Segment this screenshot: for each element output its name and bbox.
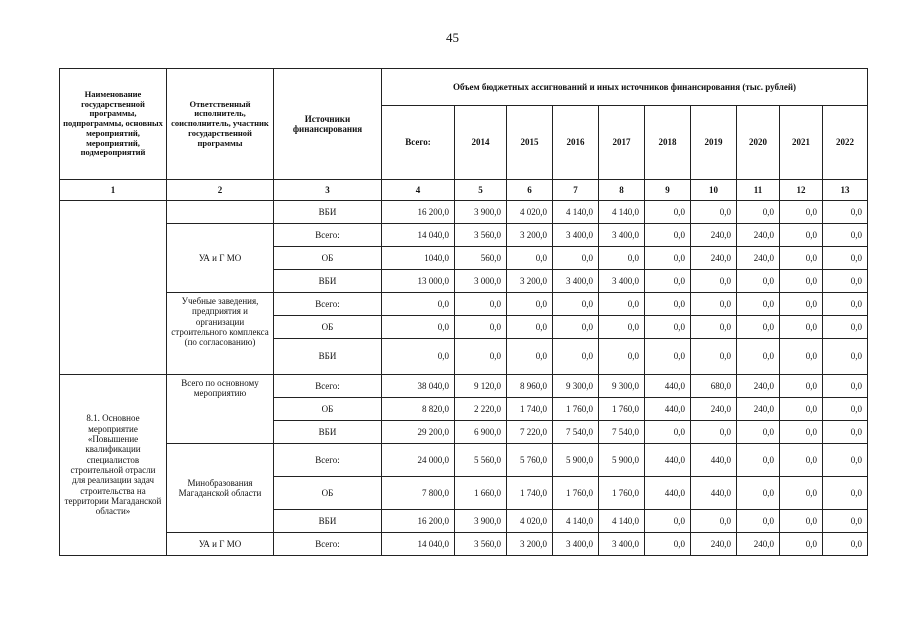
value-cell: 560,0 [455,247,507,270]
value-cell: 0,0 [455,316,507,339]
value-cell: 8 960,0 [507,375,553,398]
source-cell: Всего: [274,293,382,316]
column-number: 5 [455,180,507,201]
source-cell: Всего: [274,375,382,398]
source-cell: Всего: [274,533,382,556]
value-cell: 0,0 [780,224,823,247]
value-cell: 440,0 [645,444,691,477]
value-cell: 240,0 [737,398,780,421]
value-cell: 1 760,0 [553,398,599,421]
value-cell: 3 400,0 [553,270,599,293]
value-cell: 0,0 [737,421,780,444]
name-cell-empty [60,201,167,375]
value-cell: 440,0 [645,375,691,398]
value-cell: 7 540,0 [553,421,599,444]
value-cell: 0,0 [823,224,868,247]
value-cell: 3 200,0 [507,270,553,293]
header-year: 2016 [553,106,599,180]
column-number: 3 [274,180,382,201]
header-year: 2019 [691,106,737,180]
value-cell: 0,0 [382,339,455,375]
value-cell: 7 220,0 [507,421,553,444]
header-year: 2017 [599,106,645,180]
header-year: 2014 [455,106,507,180]
table-row [60,224,868,247]
value-cell: 0,0 [507,339,553,375]
column-number: 11 [737,180,780,201]
value-cell: 0,0 [645,201,691,224]
table-row [60,293,868,316]
value-cell: 0,0 [599,316,645,339]
value-cell: 9 300,0 [553,375,599,398]
value-cell: 16 200,0 [382,510,455,533]
source-cell: ВБИ [274,421,382,444]
value-cell: 0,0 [645,293,691,316]
value-cell: 0,0 [737,316,780,339]
value-cell: 5 900,0 [553,444,599,477]
value-cell: 0,0 [823,270,868,293]
value-cell: 0,0 [691,316,737,339]
value-cell: 24 000,0 [382,444,455,477]
value-cell: 4 020,0 [507,201,553,224]
value-cell: 0,0 [737,510,780,533]
value-cell: 440,0 [645,398,691,421]
column-number: 8 [599,180,645,201]
column-number: 9 [645,180,691,201]
header-year: 2021 [780,106,823,180]
value-cell: 0,0 [780,444,823,477]
value-cell: 6 900,0 [455,421,507,444]
value-cell: 0,0 [645,533,691,556]
value-cell: 0,0 [823,477,868,510]
value-cell: 0,0 [553,339,599,375]
column-number: 4 [382,180,455,201]
value-cell: 0,0 [780,339,823,375]
value-cell: 0,0 [507,293,553,316]
value-cell: 0,0 [823,421,868,444]
value-cell: 0,0 [691,201,737,224]
source-cell: ВБИ [274,339,382,375]
header-total: Всего: [382,106,455,180]
header-year: 2020 [737,106,780,180]
value-cell: 0,0 [737,444,780,477]
value-cell: 0,0 [823,316,868,339]
header-name: Наименование государственной программы, подпрограммы, основных мероприятий, мероприятий, подмероприятий [60,69,167,180]
column-number: 7 [553,180,599,201]
column-number: 13 [823,180,868,201]
column-number: 2 [167,180,274,201]
value-cell: 2 220,0 [455,398,507,421]
value-cell: 240,0 [691,247,737,270]
value-cell: 0,0 [455,339,507,375]
value-cell: 0,0 [691,270,737,293]
table-row [60,375,868,398]
value-cell: 0,0 [599,247,645,270]
value-cell: 3 400,0 [599,224,645,247]
header-year: 2022 [823,106,868,180]
column-number: 10 [691,180,737,201]
value-cell: 0,0 [823,201,868,224]
value-cell: 0,0 [780,398,823,421]
value-cell: 0,0 [823,444,868,477]
value-cell: 3 200,0 [507,533,553,556]
value-cell: 3 560,0 [455,533,507,556]
value-cell: 240,0 [691,533,737,556]
value-cell: 0,0 [823,293,868,316]
value-cell: 5 560,0 [455,444,507,477]
value-cell: 3 900,0 [455,201,507,224]
value-cell: 0,0 [382,316,455,339]
value-cell: 0,0 [691,293,737,316]
column-number: 1 [60,180,167,201]
value-cell: 1 760,0 [553,477,599,510]
executor-minobr: Минобразования Магаданской области [167,444,274,533]
value-cell: 0,0 [645,270,691,293]
value-cell: 5 900,0 [599,444,645,477]
value-cell: 0,0 [691,510,737,533]
value-cell: 0,0 [553,247,599,270]
value-cell: 0,0 [780,421,823,444]
header-year: 2015 [507,106,553,180]
value-cell: 0,0 [455,293,507,316]
value-cell: 0,0 [645,421,691,444]
value-cell: 4 140,0 [599,201,645,224]
value-cell: 0,0 [823,247,868,270]
value-cell: 680,0 [691,375,737,398]
value-cell: 0,0 [645,247,691,270]
value-cell: 3 400,0 [599,270,645,293]
measure-name: 8.1. Основное мероприятие «Повышение квалификации специалистов строительной отрасли для реализации задач строительства на территории Магаданской области» [60,375,167,556]
value-cell: 13 000,0 [382,270,455,293]
value-cell: 440,0 [691,477,737,510]
column-number: 6 [507,180,553,201]
source-cell: ОБ [274,247,382,270]
source-cell: ОБ [274,398,382,421]
column-number: 12 [780,180,823,201]
source-cell: ВБИ [274,201,382,224]
value-cell: 0,0 [823,398,868,421]
page-number: 45 [446,30,459,45]
value-cell: 0,0 [691,339,737,375]
value-cell: 0,0 [645,224,691,247]
executor-ua-bottom: УА и Г МО [167,533,274,556]
value-cell: 1 660,0 [455,477,507,510]
source-cell: ВБИ [274,270,382,293]
table-row [60,533,868,556]
value-cell: 16 200,0 [382,201,455,224]
value-cell: 0,0 [691,421,737,444]
value-cell: 9 300,0 [599,375,645,398]
executor-cell-empty [167,201,274,224]
value-cell: 0,0 [780,477,823,510]
value-cell: 5 760,0 [507,444,553,477]
value-cell: 0,0 [780,247,823,270]
value-cell: 0,0 [737,477,780,510]
value-cell: 0,0 [382,293,455,316]
value-cell: 4 140,0 [553,510,599,533]
value-cell: 8 820,0 [382,398,455,421]
value-cell: 0,0 [780,293,823,316]
executor-schools: Учебные заведения, предприятия и организации строительного комплекса (по согласованию) [167,293,274,375]
value-cell: 0,0 [780,316,823,339]
value-cell: 14 040,0 [382,533,455,556]
value-cell: 3 200,0 [507,224,553,247]
value-cell: 0,0 [823,533,868,556]
value-cell: 0,0 [737,339,780,375]
table-row [60,201,868,224]
column-number-row [60,180,868,201]
financing-table [59,68,868,556]
value-cell: 0,0 [553,293,599,316]
value-cell: 0,0 [599,339,645,375]
value-cell: 0,0 [645,316,691,339]
value-cell: 0,0 [780,510,823,533]
value-cell: 4 020,0 [507,510,553,533]
value-cell: 0,0 [507,316,553,339]
source-cell: ОБ [274,316,382,339]
value-cell: 0,0 [823,339,868,375]
value-cell: 3 900,0 [455,510,507,533]
source-cell: Всего: [274,444,382,477]
value-cell: 3 400,0 [553,533,599,556]
value-cell: 440,0 [645,477,691,510]
value-cell: 3 000,0 [455,270,507,293]
value-cell: 3 400,0 [599,533,645,556]
value-cell: 14 040,0 [382,224,455,247]
value-cell: 440,0 [691,444,737,477]
source-cell: Всего: [274,224,382,247]
value-cell: 4 140,0 [553,201,599,224]
value-cell: 240,0 [737,375,780,398]
value-cell: 0,0 [737,293,780,316]
value-cell: 240,0 [737,247,780,270]
value-cell: 7 800,0 [382,477,455,510]
value-cell: 0,0 [823,510,868,533]
value-cell: 240,0 [691,398,737,421]
source-cell: ВБИ [274,510,382,533]
value-cell: 0,0 [737,270,780,293]
value-cell: 0,0 [780,201,823,224]
value-cell: 3 560,0 [455,224,507,247]
header-source: Источники финансирования [274,69,382,180]
value-cell: 1 760,0 [599,477,645,510]
executor-ua-top: УА и Г МО [167,224,274,293]
value-cell: 29 200,0 [382,421,455,444]
value-cell: 0,0 [553,316,599,339]
value-cell: 9 120,0 [455,375,507,398]
header-volume: Объем бюджетных ассигнований и иных источников финансирования (тыс. рублей) [382,69,868,106]
table-row [60,444,868,477]
value-cell: 0,0 [737,201,780,224]
value-cell: 0,0 [645,339,691,375]
value-cell: 4 140,0 [599,510,645,533]
source-cell: ОБ [274,477,382,510]
value-cell: 3 400,0 [553,224,599,247]
value-cell: 0,0 [780,270,823,293]
value-cell: 240,0 [737,224,780,247]
value-cell: 240,0 [691,224,737,247]
value-cell: 240,0 [737,533,780,556]
value-cell: 1 740,0 [507,477,553,510]
value-cell: 7 540,0 [599,421,645,444]
value-cell: 1040,0 [382,247,455,270]
value-cell: 0,0 [645,510,691,533]
value-cell: 0,0 [507,247,553,270]
value-cell: 0,0 [599,293,645,316]
value-cell: 0,0 [780,533,823,556]
executor-measure-total: Всего по основному мероприятию [167,375,274,444]
header-year: 2018 [645,106,691,180]
value-cell: 1 740,0 [507,398,553,421]
header-executor: Ответственный исполнитель, соисполнитель, участник государственной программы [167,69,274,180]
value-cell: 1 760,0 [599,398,645,421]
value-cell: 0,0 [823,375,868,398]
value-cell: 0,0 [780,375,823,398]
value-cell: 38 040,0 [382,375,455,398]
